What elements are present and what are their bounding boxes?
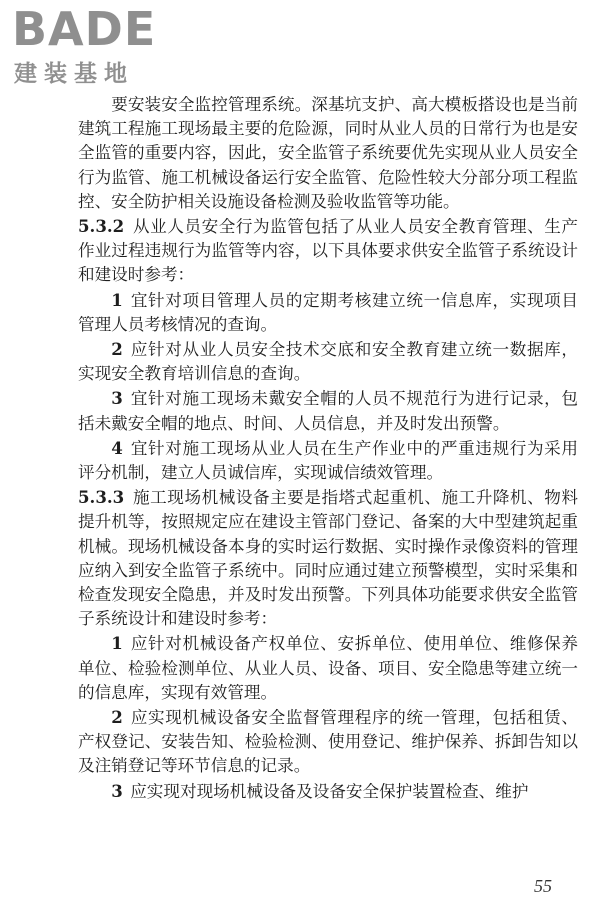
item-number: 4 — [111, 437, 123, 458]
logo-wordmark: BADE — [12, 2, 157, 56]
clause-number: 5.3.2 — [78, 216, 125, 237]
item-text: 应实现机械设备安全监督管理程序的统一管理，包括租赁、产权登记、安装告知、检验检测、使用登记、维护保养、拆卸告知以及注销登记等环节信息的记录。 — [78, 708, 578, 776]
item-number: 3 — [111, 388, 123, 409]
item-number: 3 — [111, 780, 123, 801]
clause-text: 施工现场机械设备主要是指塔式起重机、施工升降机、物料提升机等，按照规定应在建设主管部门登记、备案的大中型建筑起重机械。现场机械设备本身的实时运行数据、实时操作录像资料的管理应纳入到安全监管子系统中。同时应通过建立预警模型，实时采集和检查发现安全隐患，并及时发出预警。下列具体功能要求供安全监管子系统设计和建设时参考： — [78, 488, 578, 629]
paragraph-text: 要安装安全监控管理系统。深基坑支护、高大模板搭设也是当前建筑工程施工现场最主要的危险源，同时从业人员的日常行为也是安全监管的重要内容，因此，安全监管子系统要优先实现从业人员安全行为监管、施工机械设备运行安全监管、危险性较大分部分项工程监控、安全防护相关设施设备检测及验收监管等功能。 — [78, 95, 578, 211]
item-text: 宜针对项目管理人员的定期考核建立统一信息库，实现项目管理人员考核情况的查询。 — [78, 290, 578, 334]
list-item — [78, 386, 578, 435]
page-number: 55 — [534, 876, 552, 896]
item-text: 应实现对现场机械设备及设备安全保护装置检查、维护 — [130, 781, 529, 801]
paragraph-continuation — [78, 93, 578, 214]
logo — [12, 2, 184, 92]
list-item — [78, 631, 578, 705]
list-item — [78, 779, 578, 804]
item-text: 宜针对施工现场从业人员在生产作业中的严重违规行为采用评分机制，建立人员诚信库，实现诚信绩效管理。 — [78, 438, 578, 483]
clause-5-3-2 — [78, 214, 578, 288]
clause-number: 5.3.3 — [78, 487, 125, 508]
clause-text: 从业人员安全行为监管包括了从业人员安全教育管理、生产作业过程违规行为监管等内容，以下具体要求供安全监管子系统设计和建设时参考： — [78, 217, 578, 285]
list-item — [78, 288, 578, 337]
item-text: 宜针对施工现场未戴安全帽的人员不规范行为进行记录，包括未戴安全帽的地点、时间、人员信息，并及时发出预警。 — [78, 389, 578, 433]
item-number: 2 — [111, 707, 123, 728]
item-text: 应针对机械设备产权单位、安拆单位、使用单位、维修保养单位、检验检测单位、从业人员、设备、项目、安全隐患等建立统一的信息库，实现有效管理。 — [78, 634, 578, 702]
item-number: 2 — [111, 339, 123, 360]
item-text: 应针对从业人员安全技术交底和安全教育建立统一数据库，实现安全教育培训信息的查询。 — [78, 340, 578, 384]
item-number: 1 — [111, 633, 123, 654]
item-number: 1 — [111, 289, 123, 310]
clause-5-3-3 — [78, 485, 578, 631]
logo-subtitle: 建装基地 — [14, 61, 134, 87]
list-item — [78, 436, 578, 485]
list-item — [78, 337, 578, 386]
document-body — [78, 93, 578, 804]
list-item — [78, 705, 578, 779]
